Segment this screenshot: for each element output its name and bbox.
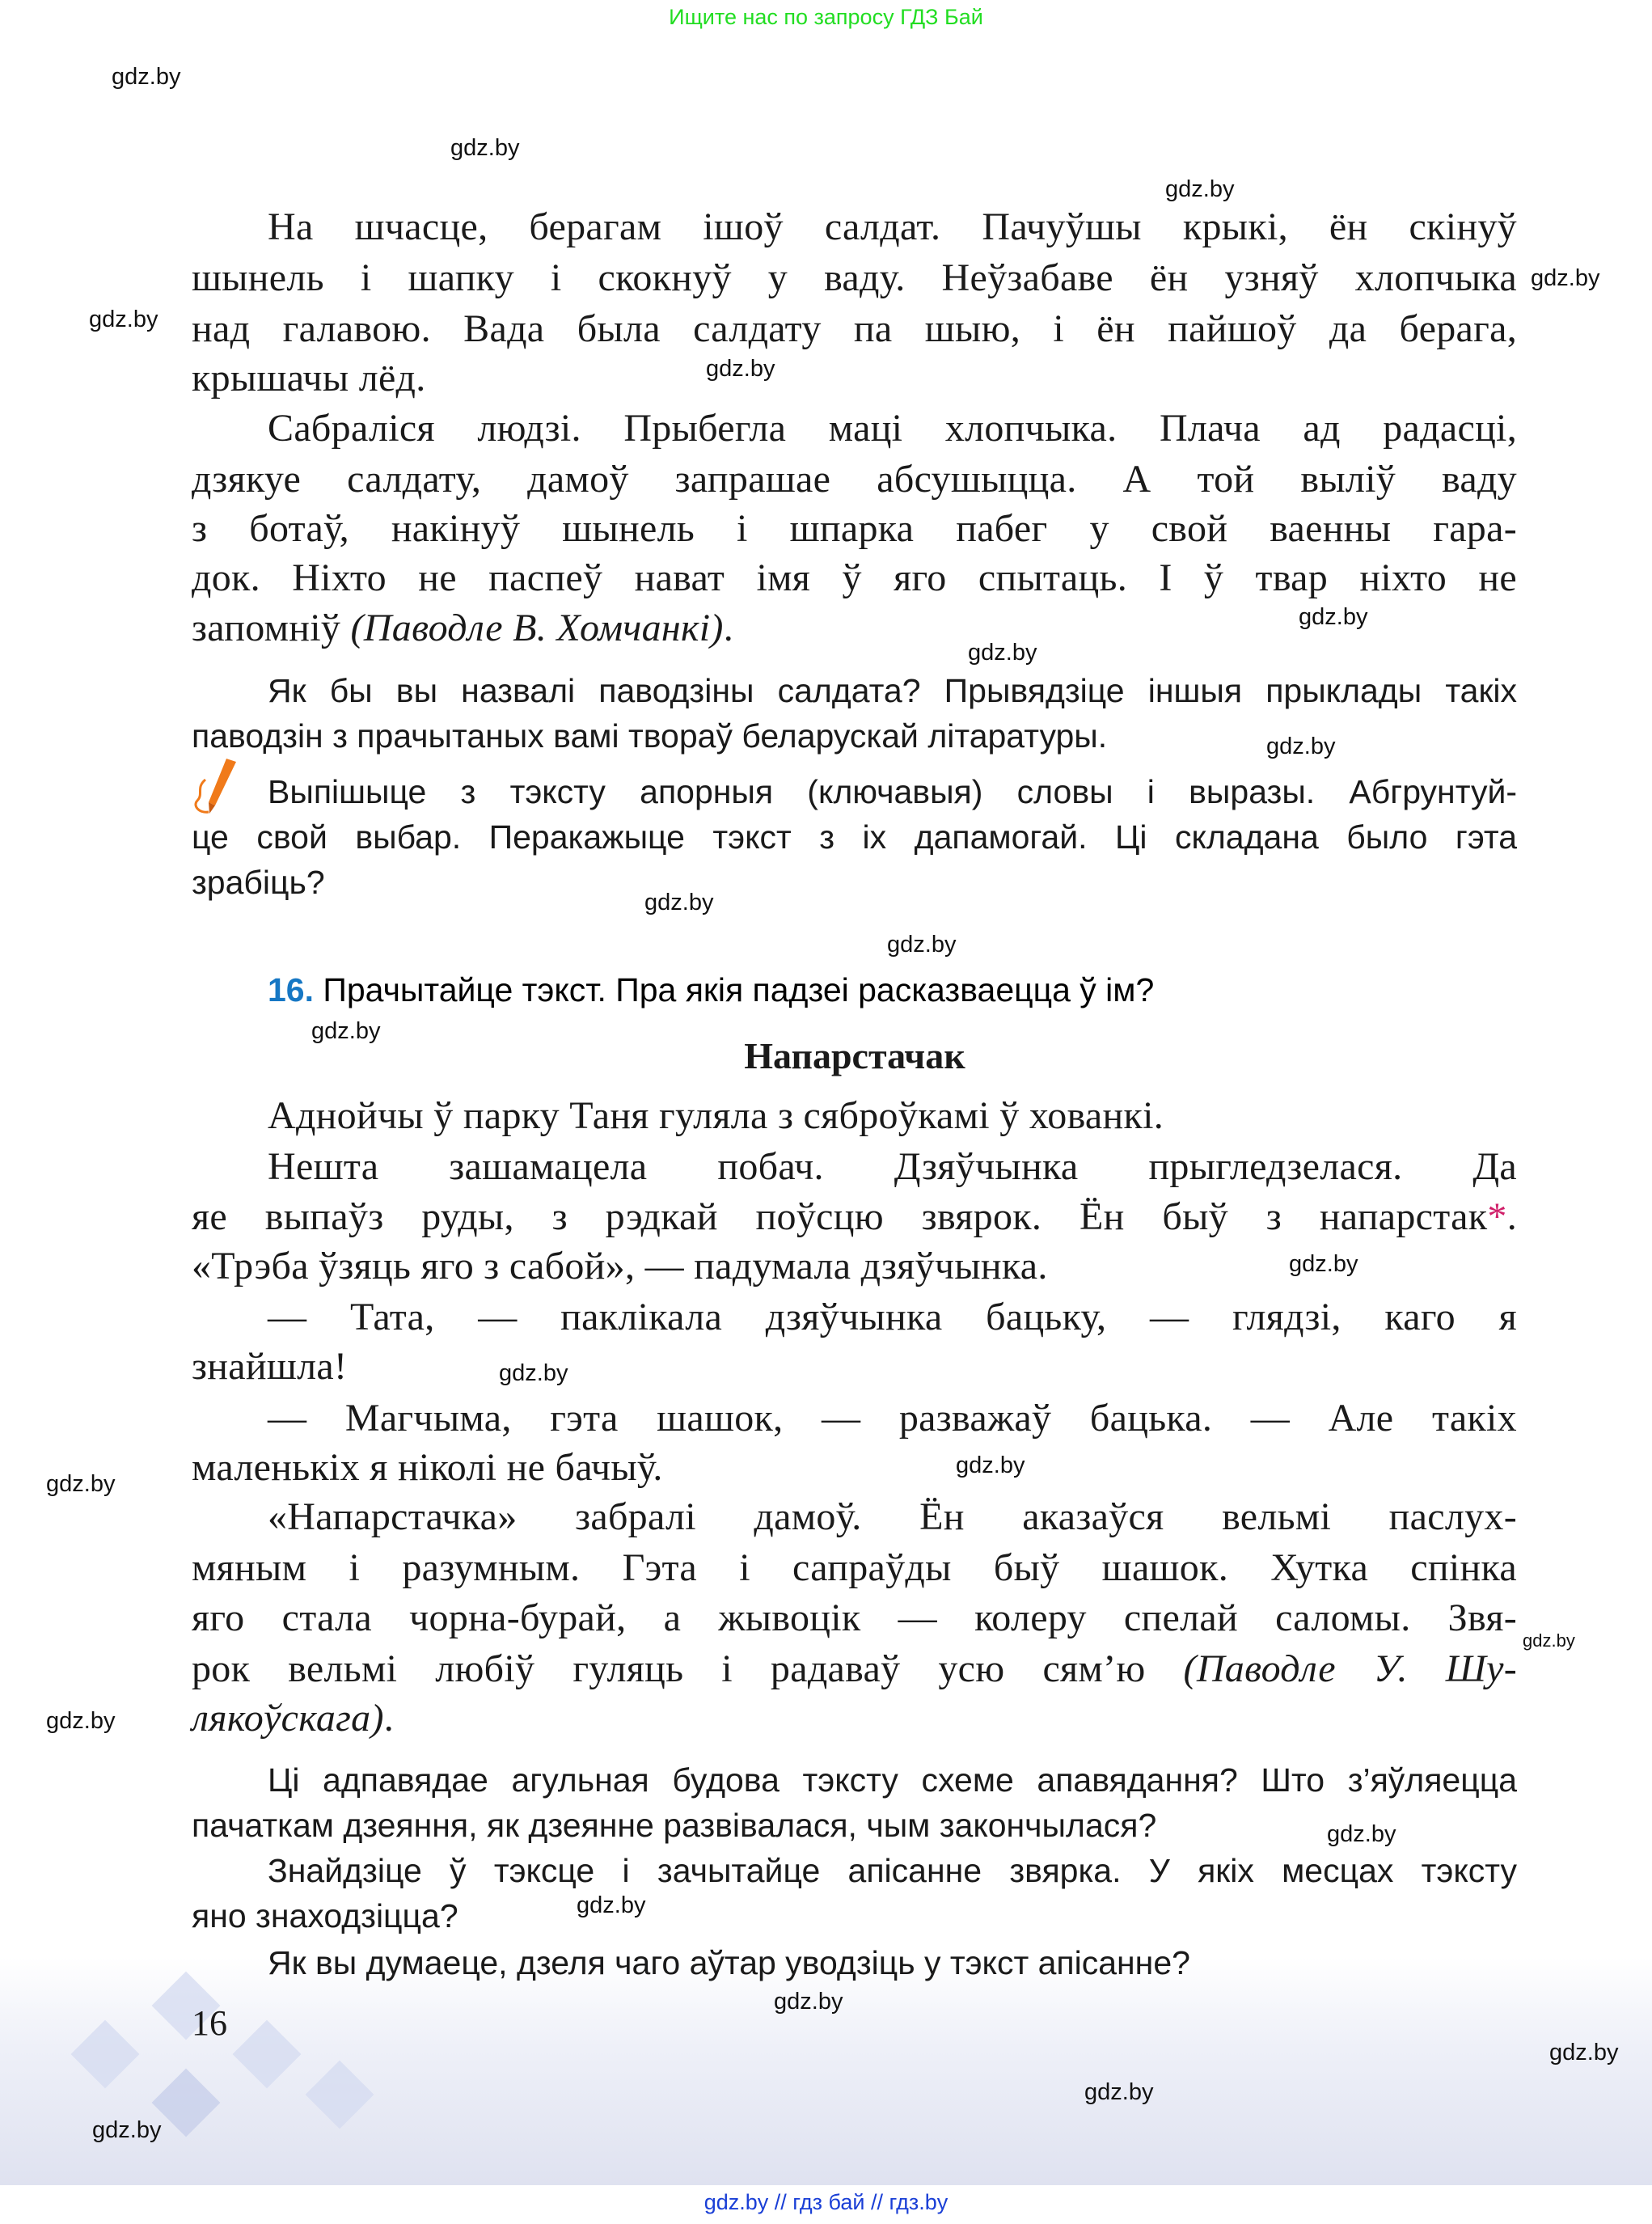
- text-line: [192, 860, 325, 905]
- text-line: [192, 1644, 1517, 1694]
- watermark: gdz.by: [956, 1452, 1025, 1478]
- text-line: [268, 1757, 1517, 1803]
- watermark: gdz.by: [1266, 734, 1336, 759]
- watermark: gdz.by: [774, 1989, 843, 2015]
- text-segment: .: [723, 607, 734, 649]
- watermark: gdz.by: [92, 2117, 162, 2143]
- diamond-ornament: [152, 2069, 221, 2137]
- watermark: gdz.by: [1531, 265, 1600, 291]
- watermark: gdz.by: [311, 1018, 381, 1044]
- story-title: Напарстачак: [744, 1035, 965, 1076]
- watermark: gdz.by: [450, 135, 520, 161]
- text-segment: з ботаў, накінуў шынель і шпарка пабег у свой ваенны гара-: [192, 507, 1517, 550]
- text-line: [192, 253, 1517, 303]
- text-line: [192, 353, 426, 404]
- text-segment: «Трэба ўзяць яго з сабой», — падумала дзяўчынка.: [192, 1245, 1048, 1287]
- text-line: [268, 1492, 1517, 1542]
- text-line: [192, 1543, 1517, 1593]
- top-banner[interactable]: Ищите нас по запросу ГДЗ Бай: [669, 5, 983, 29]
- text-line: [268, 769, 1517, 814]
- text-line: [268, 1142, 1517, 1192]
- source-citation: (Паводле У. Шу-: [1183, 1647, 1517, 1690]
- watermark: gdz.by: [1327, 1821, 1396, 1847]
- text-segment: яго стала чорна-бурай, а жывоцік — колеру спелай саломы. Звя-: [192, 1596, 1517, 1639]
- text-segment: зрабіць?: [192, 864, 325, 901]
- text-line: [268, 404, 1517, 454]
- watermark: gdz.by: [1289, 1251, 1358, 1277]
- text-segment: над галавою. Вада была салдату па шыю, і ён пайшоў да берага,: [192, 307, 1517, 350]
- text-segment: мяным і разумным. Гэта і сапраўды быў шашок. Хутка спінка: [192, 1546, 1517, 1589]
- text-line: [192, 603, 733, 653]
- text-segment: Нешта зашамацела побач. Дзяўчынка прыгледзелася. Да: [268, 1145, 1517, 1188]
- text-segment: «Напарстачка» забралі дамоў. Ён аказаўся вельмі паслух-: [268, 1495, 1517, 1538]
- text-line: [268, 1848, 1517, 1893]
- text-segment: запомніў: [192, 607, 351, 649]
- task-number: 16.: [268, 971, 314, 1008]
- diamond-ornament: [71, 2020, 140, 2089]
- text-line: [268, 1940, 1190, 1985]
- text-line: [192, 814, 1517, 860]
- text-segment: Знайдзіце ў тэксце і зачытайце апісанне звярка. У якіх месцах тэксту: [268, 1852, 1517, 1889]
- footnote-star: *: [1487, 1195, 1507, 1238]
- watermark: gdz.by: [887, 932, 957, 958]
- text-segment: док. Ніхто не паспеў нават імя ў яго спытаць. І ў твар ніхто не: [192, 556, 1517, 599]
- text-segment: крышачы лёд.: [192, 357, 426, 400]
- watermark: gdz.by: [112, 64, 181, 90]
- text-line: [268, 1091, 1164, 1141]
- text-line: [192, 1241, 1048, 1292]
- text-line: [192, 1192, 1517, 1242]
- watermark: gdz.by: [1549, 2040, 1619, 2065]
- text-line: [192, 553, 1517, 603]
- text-line: [192, 1443, 663, 1493]
- text-segment: Ці адпавядае агульная будова тэксту схеме апавядання? Што з’яўляецца: [268, 1761, 1517, 1799]
- text-segment: Выпішыце з тэксту апорныя (ключавыя) словы і выразы. Абгрунтуй-: [268, 773, 1517, 810]
- text-line: [192, 504, 1517, 554]
- text-line: [192, 1803, 1156, 1848]
- text-segment: — Магчыма, гэта шашок, — разважаў бацька. — Але такіх: [268, 1397, 1517, 1440]
- text-line: [192, 455, 1517, 505]
- text-segment: яе выпаўз руды, з рэдкай поўсцю звярок. Ён быў з напарстак: [192, 1195, 1488, 1238]
- text-segment: паводзін з прачытаных вамі твораў беларускай літаратуры.: [192, 717, 1108, 755]
- diamond-ornament: [233, 2020, 302, 2089]
- source-citation: лякоўскага): [192, 1697, 384, 1740]
- watermark: gdz.by: [46, 1471, 116, 1497]
- text-segment: знайшла!: [192, 1345, 348, 1388]
- text-line: [192, 1593, 1517, 1643]
- text-segment: яно знаходзіцца?: [192, 1897, 458, 1934]
- text-line: [192, 304, 1517, 354]
- text-segment: .: [1506, 1195, 1517, 1238]
- text-line: [268, 1292, 1517, 1342]
- text-line: [192, 1693, 394, 1744]
- text-line: [192, 1342, 347, 1392]
- watermark: gdz.by: [1084, 2079, 1154, 2105]
- text-segment: шынель і шапку і скокнуў у ваду. Неўзабаве ён узняў хлопчыка: [192, 256, 1517, 299]
- text-segment: це свой выбар. Перакажыце тэкст з іх дапамогай. Ці складана было гэта: [192, 818, 1517, 856]
- diamond-ornament: [306, 2061, 374, 2129]
- text-segment: Аднойчы ў парку Таня гуляла з сяброўкамі ў хованкі.: [268, 1094, 1164, 1137]
- text-line: [268, 202, 1517, 252]
- watermark: gdz.by: [89, 307, 158, 332]
- watermark: gdz.by: [706, 356, 775, 382]
- text-line: [268, 1393, 1517, 1444]
- pencil-icon: [188, 755, 252, 820]
- watermark: gdz.by: [577, 1892, 646, 1918]
- watermark: gdz.by: [644, 890, 714, 915]
- text-segment: Сабраліся людзі. Прыбегла маці хлопчыка. Плача ад радасці,: [268, 407, 1517, 450]
- text-line: [192, 713, 1107, 759]
- text-segment: маленькіх я ніколі не бачыў.: [192, 1446, 663, 1489]
- watermark: gdz.by: [1523, 1630, 1575, 1651]
- page-number: 16: [192, 2003, 227, 2043]
- watermark: gdz.by: [1299, 604, 1368, 630]
- watermark: gdz.by: [499, 1360, 568, 1386]
- watermark: gdz.by: [968, 640, 1037, 666]
- source-citation: (Паводле В. Хомчанкі): [350, 607, 724, 649]
- task-text: Прачытайце тэкст. Пра якія падзеі расказваецца ў ім?: [314, 971, 1155, 1008]
- text-segment: Як вы думаеце, дзеля чаго аўтар уводзіць у тэкст апісанне?: [268, 1944, 1190, 1981]
- task-16: [268, 967, 1154, 1013]
- text-line: [192, 1893, 458, 1939]
- text-segment: .: [383, 1697, 395, 1740]
- text-line: [268, 668, 1517, 713]
- text-segment: — Тата, — паклікала дзяўчынка бацьку, — глядзі, каго я: [268, 1296, 1517, 1338]
- text-segment: рок вельмі любіў гуляць і радаваў усю сям’ю: [192, 1647, 1184, 1690]
- text-segment: Як бы вы назвалі паводзіны салдата? Прывядзіце іншыя прыклады такіх: [268, 672, 1517, 709]
- text-segment: дзякуе салдату, дамоў запрашае абсушыцца. А той выліў ваду: [192, 458, 1517, 501]
- footer-links[interactable]: gdz.by // гдз бай // гдз.by: [703, 2190, 949, 2214]
- watermark: gdz.by: [46, 1708, 116, 1734]
- text-segment: На шчасце, берагам ішоў салдат. Пачуўшы крыкі, ён скінуў: [268, 205, 1517, 248]
- watermark: gdz.by: [1165, 176, 1235, 202]
- text-segment: пачаткам дзеяння, як дзеянне развівалася, чым закончылася?: [192, 1807, 1157, 1844]
